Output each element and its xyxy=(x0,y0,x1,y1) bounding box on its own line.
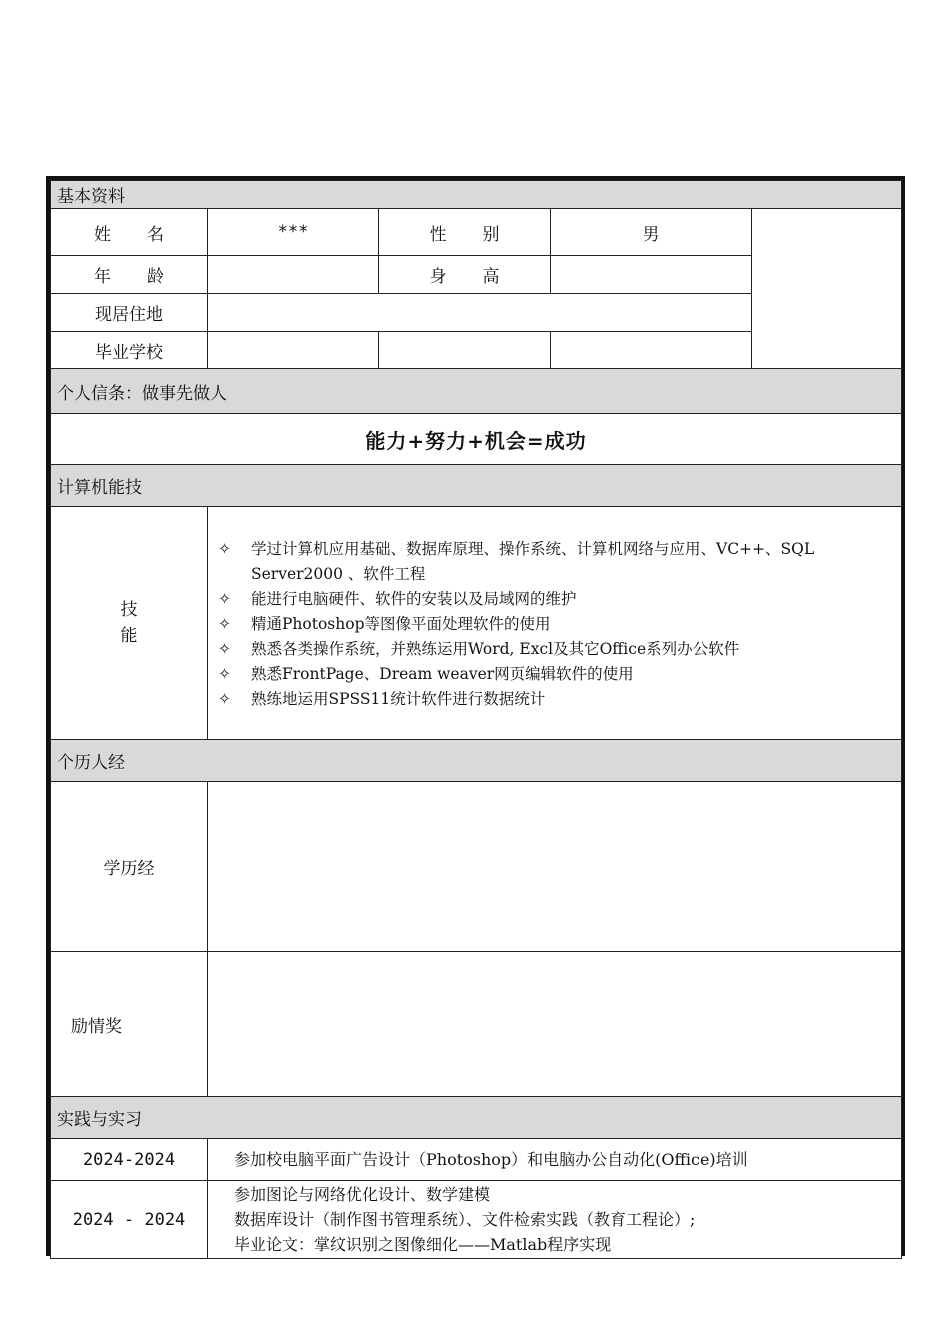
height-label: 身 高 xyxy=(379,256,551,294)
education-content xyxy=(208,782,902,952)
diamond-bullet-icon: ✧ xyxy=(218,640,231,658)
practice-detail xyxy=(208,1181,902,1259)
skill-item: ✧ 熟悉FrontPage、Dream weaver网页编辑软件的使用 xyxy=(218,662,895,687)
age-label: 年 龄 xyxy=(51,256,208,294)
practice-year: 2024 - 2024 xyxy=(51,1181,208,1259)
motto-text: 能力+努力+机会=成功 xyxy=(51,414,902,465)
practice-header: 实践与实习 xyxy=(51,1097,902,1139)
skills-label-char-2: 能 xyxy=(120,626,138,646)
skill-item: ✧ 熟悉各类操作系统，并熟练运用Word, Excl及其它Office系列办公软件 xyxy=(218,637,895,662)
address-value xyxy=(208,294,752,332)
school-value-1 xyxy=(208,332,379,369)
skill-item: ✧ 学过计算机应用基础、数据库原理、操作系统、计算机网络与应用、VC++、SQL Server2000 、软件工程 xyxy=(218,537,895,587)
practice-line: 毕业论文：掌纹识别之图像细化——Matlab程序实现 xyxy=(234,1235,612,1254)
skill-item: ✧ 熟练地运用SPSS11统计软件进行数据统计 xyxy=(218,687,895,712)
experience-header: 个历人经 xyxy=(51,740,902,782)
computer-skills-header: 计算机能技 xyxy=(51,465,902,507)
age-value xyxy=(208,256,379,294)
school-label: 毕业学校 xyxy=(51,332,208,369)
diamond-bullet-icon: ✧ xyxy=(218,590,231,608)
resume-table xyxy=(50,180,902,1259)
practice-line: 参加图论与网络优化设计、数学建模 xyxy=(234,1185,491,1204)
skills-list-cell xyxy=(208,507,902,740)
school-value-2 xyxy=(379,332,551,369)
photo-cell xyxy=(752,209,902,369)
diamond-bullet-icon: ✧ xyxy=(218,690,231,708)
practice-year: 2024-2024 xyxy=(51,1139,208,1181)
skills-label-char-1: 技 xyxy=(120,600,138,620)
diamond-bullet-icon: ✧ xyxy=(218,665,231,683)
gender-value: 男 xyxy=(551,209,752,256)
skills-list xyxy=(218,537,895,712)
skill-item: ✧ 精通Photoshop等图像平面处理软件的使用 xyxy=(218,612,895,637)
diamond-bullet-icon: ✧ xyxy=(218,540,231,558)
diamond-bullet-icon: ✧ xyxy=(218,615,231,633)
name-label: 姓 名 xyxy=(51,209,208,256)
resume-frame xyxy=(46,176,905,1256)
practice-detail xyxy=(208,1139,902,1181)
address-label: 现居住地 xyxy=(51,294,208,332)
skills-label xyxy=(51,507,208,740)
height-value xyxy=(551,256,752,294)
honors-label: 励情奖 xyxy=(51,952,208,1097)
education-label: 学历经 xyxy=(51,782,208,952)
skill-item: ✧ 能进行电脑硬件、软件的安装以及局域网的维护 xyxy=(218,587,895,612)
honors-content xyxy=(208,952,902,1097)
motto-header: 个人信条：做事先做人 xyxy=(51,369,902,414)
name-value: *** xyxy=(208,209,379,256)
basic-info-header: 基本资料 xyxy=(51,181,902,209)
practice-line: 数据库设计（制作图书管理系统）、文件检索实践（教育工程论）; xyxy=(234,1210,696,1229)
practice-line: 参加校电脑平面广告设计（Photoshop）和电脑办公自动化(Office)培训 xyxy=(234,1150,748,1169)
gender-label: 性 别 xyxy=(379,209,551,256)
school-value-3 xyxy=(551,332,752,369)
